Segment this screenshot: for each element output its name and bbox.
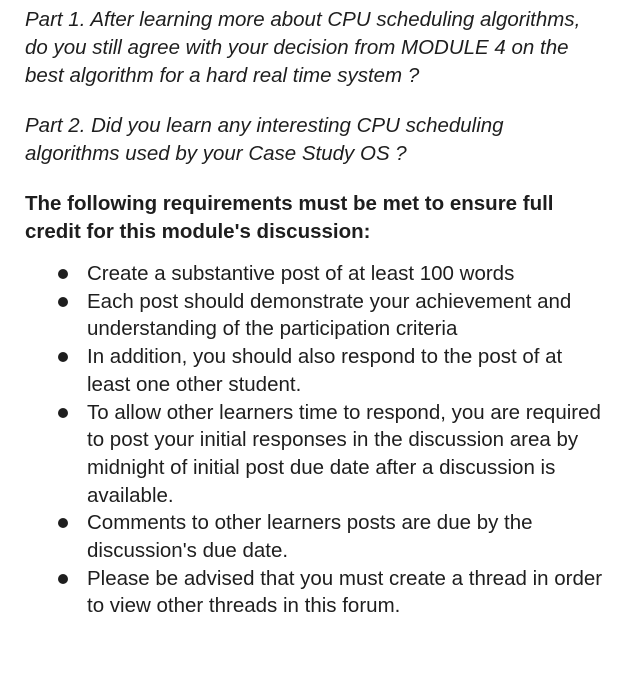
bullet-icon (58, 574, 68, 584)
requirement-item (58, 288, 607, 343)
bullet-icon (58, 352, 68, 362)
requirement-item (58, 509, 607, 564)
bullet-icon (58, 408, 68, 418)
requirements-heading: The following requirements must be met to ensure full credit for this module's discussion: (25, 192, 554, 243)
bullet-icon (58, 269, 68, 279)
requirement-item (58, 399, 607, 510)
requirement-item (58, 260, 607, 288)
requirement-item (58, 565, 607, 620)
requirement-text: Comments to other learners posts are due by the discussion's due date. (87, 511, 533, 563)
bullet-icon (58, 297, 68, 307)
requirements-list (25, 260, 625, 620)
requirement-item (58, 343, 607, 398)
requirement-text: Create a substantive post of at least 100 words (87, 262, 515, 285)
bullet-icon (58, 518, 68, 528)
requirement-text: In addition, you should also respond to the post of at least one other student. (87, 345, 563, 396)
requirement-text: Each post should demonstrate your achievement and understanding of the participation criteria (87, 289, 572, 341)
part-1-prompt: Part 1. After learning more about CPU scheduling algorithms, do you still agree with your decision from MODULE 4 on the best algorithm for a hard real time system ? (25, 8, 581, 87)
requirement-text: Please be advised that you must create a thread in order to view other threads in this forum. (87, 566, 603, 618)
requirement-text: To allow other learners time to respond, you are required to post your initial responses in the discussion area by midnight of initial post due date after a discussion is available. (87, 400, 601, 507)
discussion-instructions (25, 6, 625, 620)
part-2-prompt: Part 2. Did you learn any interesting CPU scheduling algorithms used by your Case Study OS ? (25, 114, 504, 165)
